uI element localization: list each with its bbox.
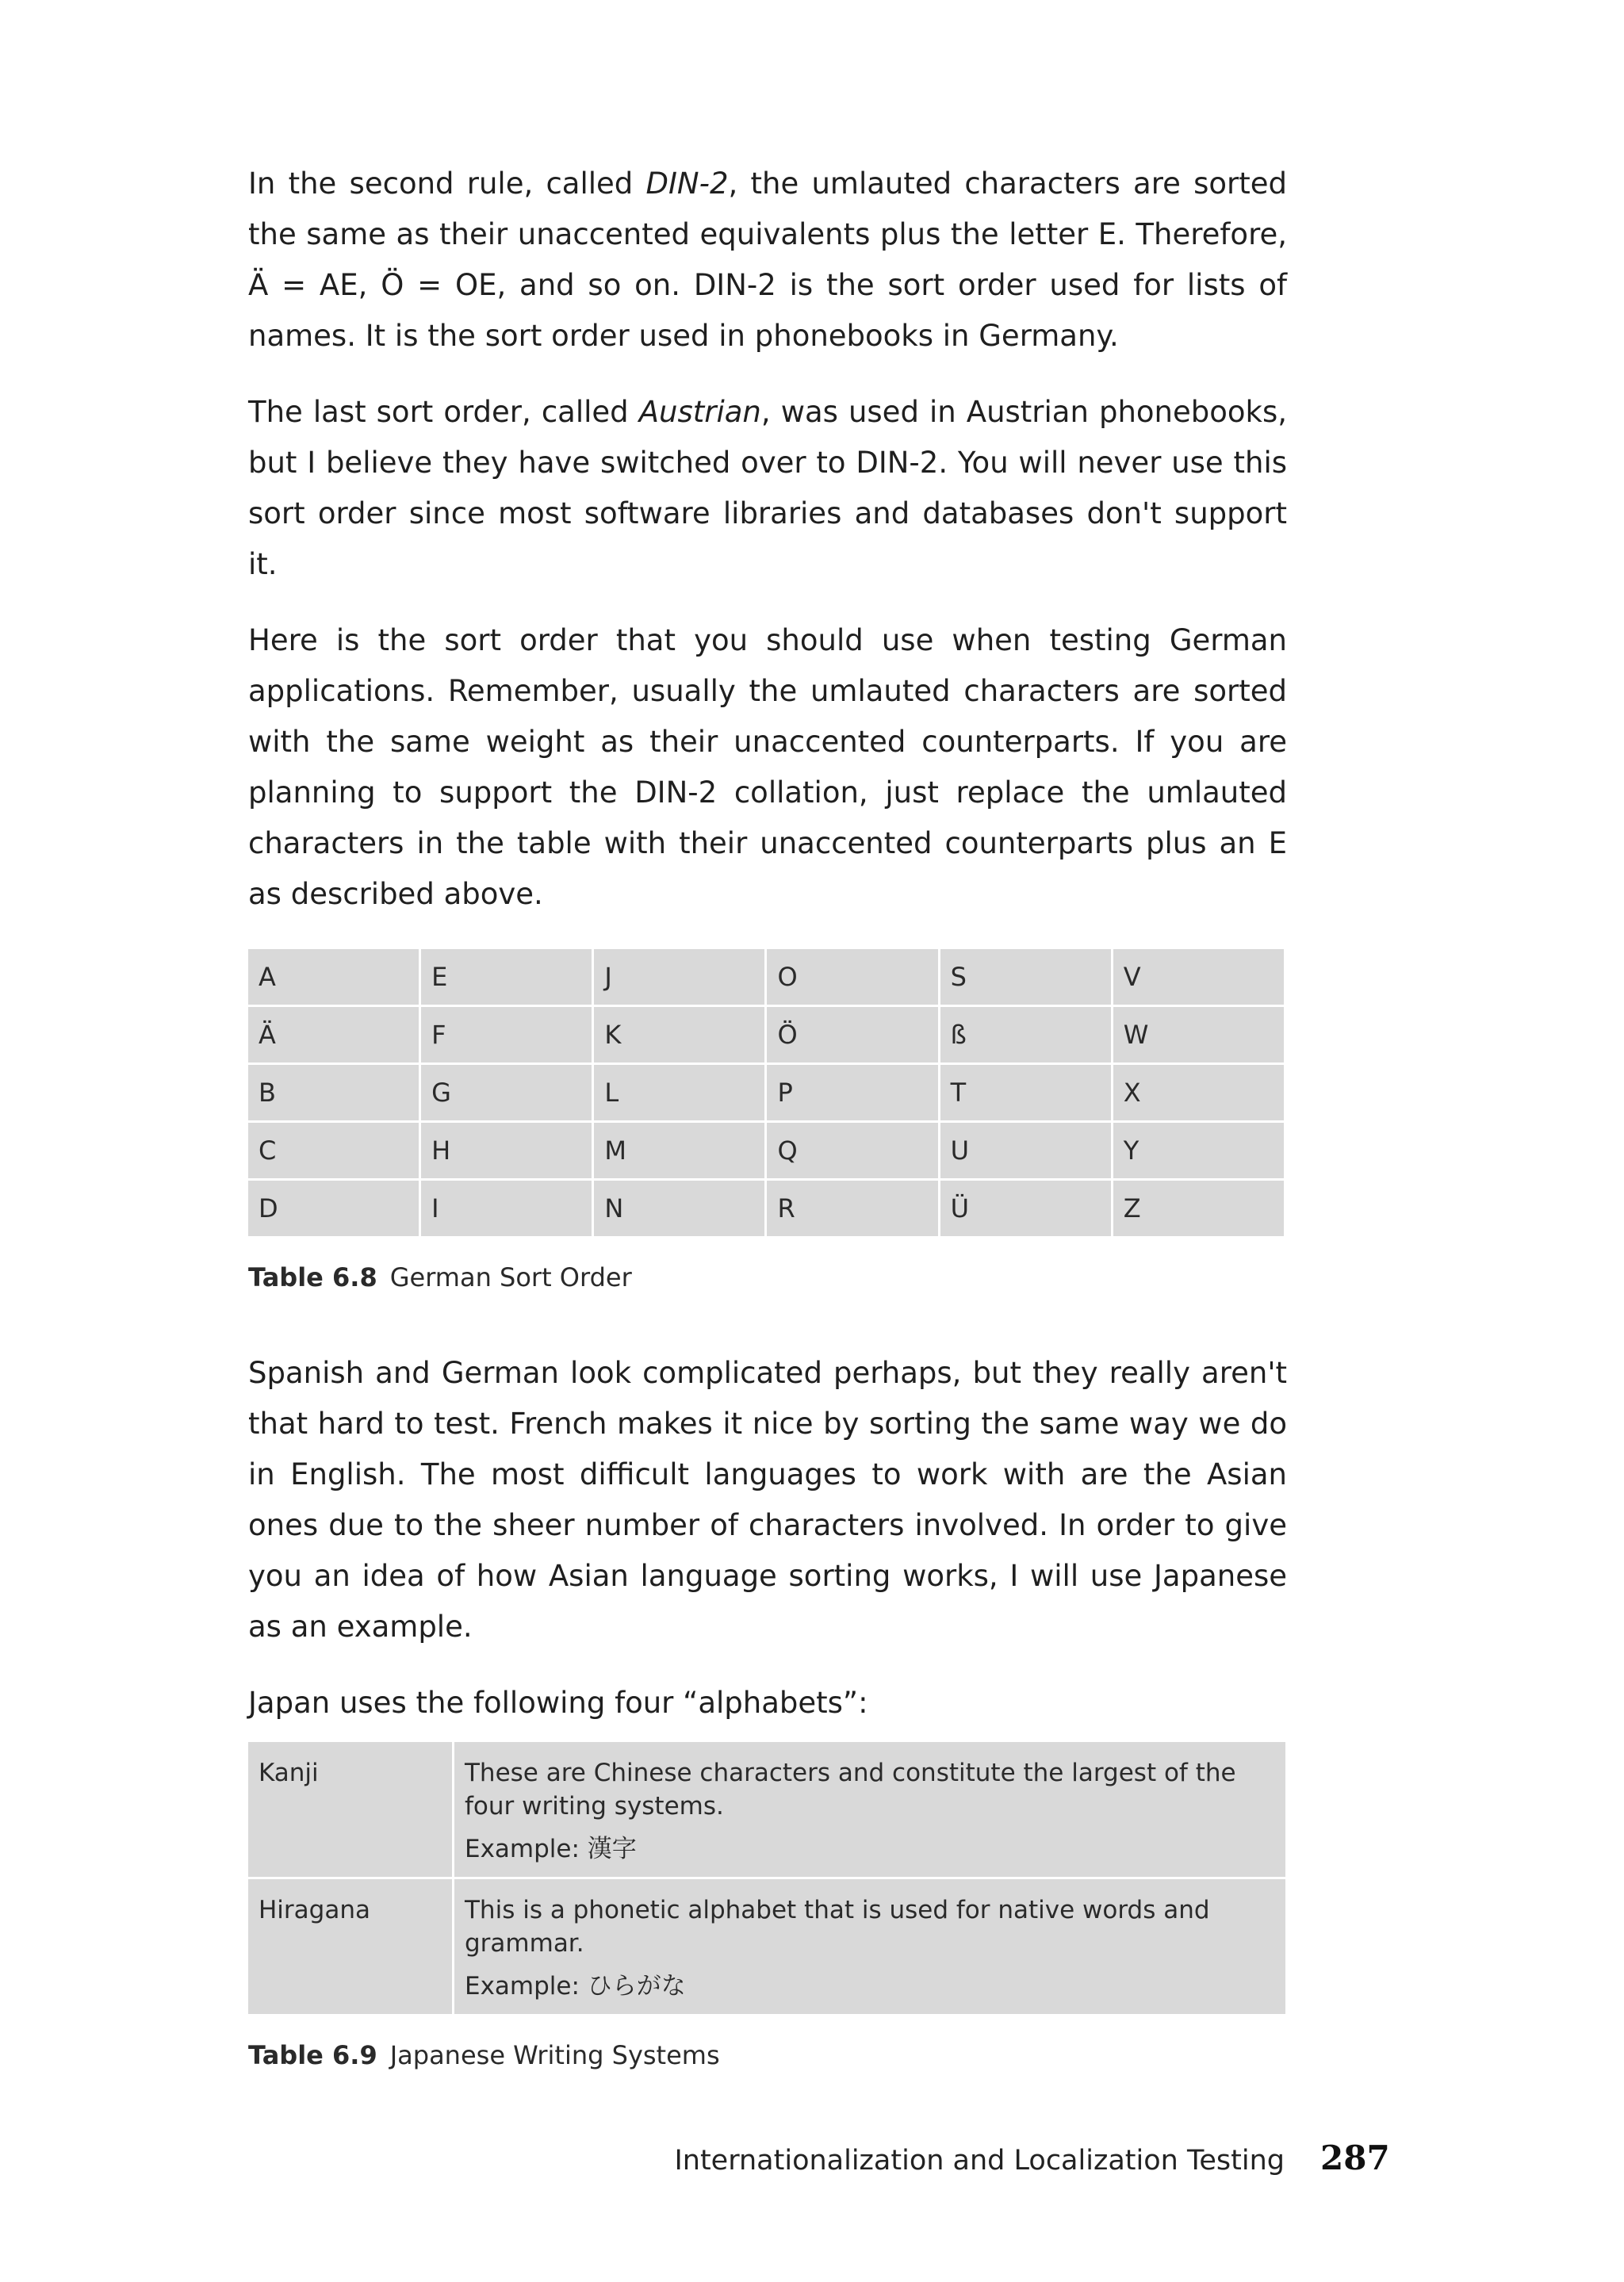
german-sort-table (246, 947, 1286, 1239)
table-cell: H (421, 1123, 592, 1178)
emphasis-term: Austrian (638, 395, 761, 429)
paragraph-asian-sorting: Spanish and German look complicated perhaps, but they really aren't that hard to test. French makes it nice by sorting the same way we do in English. The most difficult languages to work with are the Asian ones due to the sheer number of characters involved. In order to give you an idea of how Asian language sorting works, I will use Japanese as an example. (248, 1356, 1287, 1644)
writing-system-name: Hiragana (248, 1879, 452, 2014)
table-cell: P (767, 1065, 937, 1120)
table-cell: F (421, 1007, 592, 1063)
table-row (248, 1007, 1284, 1063)
table-cell: Ä (248, 1007, 419, 1063)
table-cell: Ü (940, 1181, 1111, 1236)
paragraph-austrian (248, 387, 1287, 590)
table-cell: Ö (767, 1007, 937, 1063)
table-cell: ß (940, 1007, 1111, 1063)
caption-label: Table 6.8 (248, 1262, 377, 1292)
table-cell: Z (1113, 1181, 1284, 1236)
table-cell: A (248, 949, 419, 1005)
example-text: Example: 漢字 (465, 1835, 637, 1863)
paragraph-japan-alphabets: Japan uses the following four “alphabets”: (248, 1686, 868, 1720)
japanese-writing-table (246, 1740, 1288, 2016)
table-row (248, 1879, 1285, 2014)
table-cell: M (594, 1123, 764, 1178)
paragraph-text: , the umlauted characters are sorted the same as their unaccented equivalents plus the letter E. Therefore, Ä = AE, Ö = OE, and so on. DIN-2 is the sort order used for lists of names. It is the sort order used in phonebooks in Germany. (248, 167, 1287, 353)
table-cell: Q (767, 1123, 937, 1178)
table-cell: K (594, 1007, 764, 1063)
page-number: 287 (1320, 2138, 1390, 2177)
writing-system-name: Kanji (248, 1742, 452, 1877)
table-cell: D (248, 1181, 419, 1236)
writing-system-description (454, 1879, 1285, 2014)
running-footer-title: Internationalization and Localization Testing (674, 2145, 1285, 2177)
paragraph-text: In the second rule, called (248, 167, 646, 201)
table-cell: O (767, 949, 937, 1005)
table-cell: E (421, 949, 592, 1005)
table-cell: B (248, 1065, 419, 1120)
table-cell: J (594, 949, 764, 1005)
description-text: This is a phonetic alphabet that is used for native words and grammar. (465, 1896, 1210, 1958)
table-cell: C (248, 1123, 419, 1178)
paragraph-text: , was used in Austrian phonebooks, but I believe they have switched over to DIN-2. You will never use this sort order since most software libraries and databases don't support it. (248, 395, 1287, 581)
table-cell: X (1113, 1065, 1284, 1120)
table-cell: S (940, 949, 1111, 1005)
table-cell: W (1113, 1007, 1284, 1063)
table-caption-6-8 (248, 1262, 1287, 1292)
table-row (248, 1065, 1284, 1120)
table-cell: U (940, 1123, 1111, 1178)
table-cell: L (594, 1065, 764, 1120)
page-body (248, 159, 1287, 2070)
table-cell: V (1113, 949, 1284, 1005)
caption-label: Table 6.9 (248, 2040, 377, 2070)
table-row (248, 1742, 1285, 1877)
caption-text: German Sort Order (389, 1262, 632, 1292)
table-cell: Y (1113, 1123, 1284, 1178)
table-cell: R (767, 1181, 937, 1236)
paragraph-german-sort: Here is the sort order that you should use when testing German applications. Remember, usually the umlauted characters are sorted with the same weight as their unaccented counterparts. If you are planning to support the DIN-2 collation, just replace the umlauted characters in the table with their unaccented counterparts plus an E as described above. (248, 623, 1287, 911)
caption-text: Japanese Writing Systems (389, 2040, 720, 2070)
paragraph-text: The last sort order, called (248, 395, 639, 429)
table-cell: N (594, 1181, 764, 1236)
table-cell: T (940, 1065, 1111, 1120)
example-text: Example: ひらがな (465, 1972, 686, 2001)
table-row (248, 949, 1284, 1005)
description-text: These are Chinese characters and constitute the largest of the four writing systems. (465, 1759, 1236, 1821)
table-row (248, 1181, 1284, 1236)
emphasis-term: DIN-2 (645, 167, 729, 201)
table-cell: I (421, 1181, 592, 1236)
table-row (248, 1123, 1284, 1178)
table-caption-6-9 (248, 2040, 1287, 2070)
writing-system-description (454, 1742, 1285, 1877)
table-cell: G (421, 1065, 592, 1120)
paragraph-din2 (248, 159, 1287, 362)
